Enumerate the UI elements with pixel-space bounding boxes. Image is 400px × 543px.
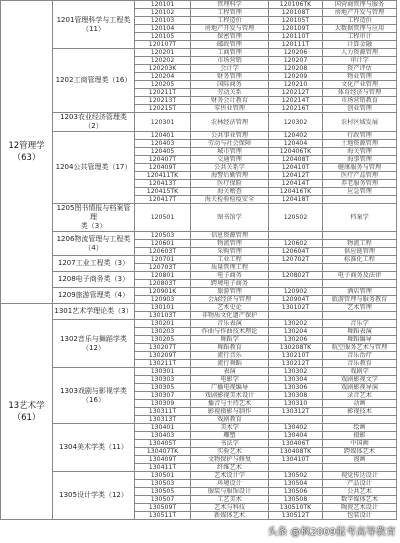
subcategory-cell: 1207工业工程类（3） <box>53 256 135 272</box>
major-code-cell: 130307 <box>135 392 191 400</box>
major-code-cell: 120802T <box>269 272 323 280</box>
major-code-cell: 120601 <box>135 240 191 248</box>
major-name-cell: 旅游管理与服务教育 <box>323 296 397 304</box>
major-name-cell: 音乐表演 <box>191 320 269 328</box>
major-code-cell: 130211T <box>135 360 191 368</box>
major-name-cell: 绘画 <box>323 424 397 432</box>
major-code-cell: 120501 <box>135 204 191 232</box>
major-code-cell: 130505 <box>135 488 191 496</box>
major-name-cell: 漫画 <box>323 456 397 464</box>
major-name-cell: 电子商务 <box>191 272 269 280</box>
major-code-cell: 130101 <box>135 304 191 312</box>
major-name-cell: 创业管理 <box>323 105 397 113</box>
major-name-cell: 新媒体艺术 <box>191 512 269 520</box>
major-code-cell: 130502 <box>269 472 323 480</box>
major-code-cell: 120402 <box>269 132 323 140</box>
major-name-cell: 养老服务管理 <box>323 180 397 188</box>
major-code-cell: 120105T <box>269 17 323 25</box>
major-code-cell: 120403 <box>135 140 191 148</box>
major-name-cell: 电影学 <box>191 376 269 384</box>
major-name-cell: 审计学 <box>323 57 397 65</box>
major-name-cell: 跨境电子商务 <box>191 280 269 288</box>
major-code-cell: 120102 <box>135 9 191 17</box>
major-code-cell: 120106TK <box>269 1 323 9</box>
major-name-cell: 工程造价 <box>323 17 397 25</box>
major-name-cell: 音乐学 <box>323 320 397 328</box>
table-row <box>1 288 397 296</box>
major-name-cell <box>323 232 397 240</box>
subcategory-cell: 1202工商管理类（16） <box>53 49 135 113</box>
major-name-cell: 零售业管理 <box>191 105 269 113</box>
table-row <box>1 204 397 232</box>
table-row <box>1 256 397 264</box>
major-code-cell <box>269 232 323 240</box>
major-name-cell: 体育经济与管理 <box>323 89 397 97</box>
major-name-cell: 供应链管理 <box>323 248 397 256</box>
table-row <box>1 320 397 328</box>
major-name-cell: 医疗保险 <box>191 180 269 188</box>
major-name-cell: 房地产开发与管理 <box>323 9 397 17</box>
major-name-cell: 行政管理 <box>323 132 397 140</box>
major-code-cell: 120407T <box>135 156 191 164</box>
major-name-cell <box>323 280 397 288</box>
major-code-cell: 120903 <box>135 296 191 304</box>
major-name-cell: 旅游管理 <box>191 288 269 296</box>
major-code-cell: 120410T <box>269 164 323 172</box>
major-name-cell: 流行音乐 <box>191 352 269 360</box>
subcategory-cell: 1303戏剧与影视学类 （16） <box>53 368 135 424</box>
major-code-cell: 120603T <box>135 248 191 256</box>
major-name-cell: 录音艺术 <box>323 392 397 400</box>
major-name-cell: 劳动关系 <box>191 89 269 97</box>
major-code-cell <box>269 312 323 320</box>
major-code-cell <box>269 416 323 424</box>
major-name-cell: 舞蹈教育 <box>191 344 269 352</box>
table-row <box>1 1 397 9</box>
major-name-cell: 农村区域发展 <box>323 113 397 132</box>
major-code-cell: 130103T <box>135 312 191 320</box>
major-code-cell: 120408T <box>269 156 323 164</box>
major-code-cell: 120212T <box>269 89 323 97</box>
major-code-cell: 130507 <box>135 496 191 504</box>
subcategory-cell: 1301艺术学理论类（3） <box>53 304 135 320</box>
major-code-cell: 130411T <box>135 464 191 472</box>
major-name-cell: 中国画 <box>323 440 397 448</box>
major-name-cell: 雕塑 <box>191 432 269 440</box>
major-code-cell: 120205 <box>135 81 191 89</box>
major-code-cell: 120201 <box>135 49 191 57</box>
major-code-cell: 130312T <box>269 408 323 416</box>
major-name-cell: 采购管理 <box>191 248 269 256</box>
major-code-cell: 120405 <box>135 148 191 156</box>
major-name-cell: 纤维艺术 <box>191 464 269 472</box>
major-name-cell <box>323 464 397 472</box>
major-name-cell: 物业管理 <box>323 73 397 81</box>
major-name-cell: 海警后勤管理 <box>191 172 269 180</box>
major-code-cell: 120215T <box>135 105 191 113</box>
major-name-cell: 书法学 <box>191 440 269 448</box>
major-name-cell: 舞蹈表演 <box>323 328 397 336</box>
major-name-cell: 服装与服饰设计 <box>191 488 269 496</box>
subcategory-cell: 1304美术学类（11） <box>53 424 135 472</box>
major-name-cell: 国际商务 <box>191 81 269 89</box>
major-code-cell: 120703T <box>135 264 191 272</box>
subcategory-cell: 1305设计学类（12） <box>53 472 135 520</box>
major-name-cell: 资产评估 <box>323 65 397 73</box>
major-code-cell: 130409T <box>135 456 191 464</box>
major-code-cell: 130401 <box>135 424 191 432</box>
major-code-cell: 120209 <box>269 73 323 81</box>
major-code-cell: 120401 <box>135 132 191 140</box>
major-name-cell: 数字媒体艺术 <box>323 496 397 504</box>
major-code-cell: 130206 <box>269 336 323 344</box>
major-name-cell: 房地产开发与管理 <box>191 25 269 33</box>
major-code-cell: 130305 <box>135 384 191 392</box>
major-name-cell: 工程造价 <box>191 17 269 25</box>
major-code-cell: 120202 <box>135 57 191 65</box>
major-code-cell: 130309 <box>135 400 191 408</box>
subcategory-cell: 1302音乐与舞蹈学类 （12） <box>53 320 135 368</box>
major-code-cell: 130203 <box>135 328 191 336</box>
major-code-cell: 130102T <box>269 304 323 312</box>
major-name-cell: 影视摄影与制作 <box>191 408 269 416</box>
major-code-cell: 120206 <box>269 49 323 57</box>
major-name-cell: 环境设计 <box>191 480 269 488</box>
major-code-cell: 120108T <box>269 9 323 17</box>
major-name-cell: 大数据管理与应用 <box>323 25 397 33</box>
major-name-cell: 包装设计 <box>323 512 397 520</box>
major-code-cell: 130301 <box>135 368 191 376</box>
major-name-cell: 音乐教育 <box>323 360 397 368</box>
major-code-cell: 130403 <box>135 432 191 440</box>
major-name-cell: 财务会计教育 <box>191 97 269 105</box>
major-name-cell: 影视技术 <box>323 408 397 416</box>
major-name-cell: 艺术与科技 <box>191 504 269 512</box>
major-code-cell: 120406TK <box>269 148 323 156</box>
table-row <box>1 304 397 312</box>
major-code-cell: 120203K <box>135 65 191 73</box>
major-code-cell <box>269 264 323 272</box>
major-name-cell: 戏剧影视文学 <box>323 376 397 384</box>
major-name-cell: 动画 <box>323 400 397 408</box>
major-code-cell: 130510TK <box>269 504 323 512</box>
major-code-cell: 130202 <box>269 320 323 328</box>
major-code-cell: 120901K <box>135 288 191 296</box>
subcategory-cell: 1206物流管理与工程类 （4） <box>53 232 135 256</box>
major-code-cell: 130207T <box>135 344 191 352</box>
major-name-cell: 土地资源管理 <box>323 140 397 148</box>
major-code-cell: 120109T <box>269 25 323 33</box>
major-code-cell: 120411TK <box>135 172 191 180</box>
major-code-cell: 130310 <box>269 400 323 408</box>
major-name-cell: 非物质文化遗产保护 <box>191 312 269 320</box>
major-code-cell: 120602 <box>269 240 323 248</box>
major-code-cell: 120414T <box>269 180 323 188</box>
major-name-cell: 邮政管理 <box>191 41 269 49</box>
major-name-cell: 信息资源管理 <box>191 232 269 240</box>
subcategory-cell: 1204公共管理类（17） <box>53 132 135 204</box>
major-code-cell: 120413T <box>135 180 191 188</box>
major-name-cell: 海关管理 <box>323 148 397 156</box>
major-code-cell: 130304 <box>269 376 323 384</box>
major-name-cell: 美术学 <box>191 424 269 432</box>
major-name-cell: 农林经济管理 <box>191 113 269 132</box>
major-name-cell: 健康服务与管理 <box>323 164 397 172</box>
major-code-cell: 120208 <box>269 65 323 73</box>
major-code-cell: 120216T <box>269 105 323 113</box>
major-code-cell: 130404 <box>269 432 323 440</box>
major-code-cell: 130509T <box>135 504 191 512</box>
major-name-cell: 电子商务及法律 <box>323 272 397 280</box>
major-name-cell: 文物保护与修复 <box>191 456 269 464</box>
major-code-cell: 120214T <box>269 97 323 105</box>
major-code-cell: 120902 <box>269 288 323 296</box>
table-row <box>1 113 397 132</box>
major-name-cell: 艺术管理 <box>323 304 397 312</box>
major-name-cell: 舞蹈编导 <box>323 336 397 344</box>
major-name-cell: 艺术设计学 <box>191 472 269 480</box>
major-code-cell: 130212T <box>269 360 323 368</box>
major-code-cell: 120204 <box>135 73 191 81</box>
major-name-cell: 工程审计 <box>323 33 397 41</box>
major-name-cell: 管理科学 <box>191 1 269 9</box>
major-code-cell: 120302 <box>269 113 323 132</box>
major-name-cell: 保密管理 <box>191 33 269 41</box>
table-row <box>1 232 397 240</box>
table-row <box>1 272 397 280</box>
subcategory-cell: 1203农业经济管理类 （2） <box>53 113 135 132</box>
major-name-cell: 舞蹈学 <box>191 336 269 344</box>
major-code-cell: 130501 <box>135 472 191 480</box>
major-code-cell: 130303 <box>135 376 191 384</box>
major-code-cell: 120702T <box>269 256 323 264</box>
major-name-cell: 海关检验检疫安全 <box>191 196 269 204</box>
major-code-cell: 120101 <box>135 1 191 9</box>
major-name-cell: 戏剧学 <box>323 368 397 376</box>
subcategory-cell: 1205图书情报与档案管理 类（3） <box>53 204 135 232</box>
major-name-cell: 市场营销 <box>191 57 269 65</box>
major-code-cell: 130405T <box>135 440 191 448</box>
major-name-cell: 戏剧教育 <box>191 416 269 424</box>
major-name-cell: 会计学 <box>191 65 269 73</box>
table-row <box>1 424 397 432</box>
major-code-cell: 120105 <box>135 33 191 41</box>
major-name-cell: 陶瓷艺术设计 <box>323 504 397 512</box>
major-name-cell: 物流管理 <box>191 240 269 248</box>
major-name-cell: 会展经济与管理 <box>191 296 269 304</box>
major-code-cell: 130313T <box>135 416 191 424</box>
category-cell: 13艺术学 （61） <box>1 304 53 520</box>
major-code-cell: 120412T <box>269 172 323 180</box>
major-code-cell: 130205 <box>135 336 191 344</box>
major-name-cell: 视觉传达设计 <box>323 472 397 480</box>
major-name-cell: 戏剧影视美术设计 <box>191 392 269 400</box>
major-name-cell: 公共事业管理 <box>191 132 269 140</box>
major-code-cell: 120207 <box>269 57 323 65</box>
major-name-cell: 档案学 <box>323 204 397 232</box>
major-name-cell: 市场营销教育 <box>323 97 397 105</box>
major-code-cell: 130406T <box>269 440 323 448</box>
major-code-cell: 120904T <box>269 296 323 304</box>
major-code-cell: 130408TK <box>269 448 323 456</box>
major-code-cell: 130506 <box>269 488 323 496</box>
major-name-cell: 应急管理 <box>323 188 397 196</box>
major-code-cell: 130306 <box>269 384 323 392</box>
major-name-cell: 表演 <box>191 368 269 376</box>
major-name-cell: 艺术史论 <box>191 304 269 312</box>
major-code-cell: 120104 <box>135 25 191 33</box>
major-code-cell: 130210T <box>269 352 323 360</box>
major-name-cell: 播音与主持艺术 <box>191 400 269 408</box>
major-name-cell: 工业工程 <box>191 256 269 264</box>
major-name-cell: 质量管理工程 <box>191 264 269 272</box>
major-name-cell: 文化产业管理 <box>323 81 397 89</box>
major-name-cell: 城市管理 <box>191 148 269 156</box>
major-code-cell: 130504 <box>269 480 323 488</box>
table-row <box>1 49 397 57</box>
table-row <box>1 368 397 376</box>
subcategory-cell: 1208电子商务类（3） <box>53 272 135 288</box>
major-code-cell: 130503 <box>135 480 191 488</box>
table-row <box>1 472 397 480</box>
major-code-cell: 120404 <box>269 140 323 148</box>
major-name-cell: 海事管理 <box>323 156 397 164</box>
major-code-cell: 120110T <box>269 33 323 41</box>
major-code-cell: 130511T <box>135 512 191 520</box>
major-name-cell: 实验艺术 <box>191 448 269 456</box>
major-name-cell: 交通管理 <box>191 156 269 164</box>
major-name-cell <box>323 312 397 320</box>
major-name-cell: 酒店管理 <box>323 288 397 296</box>
major-name-cell: 计算金融 <box>323 41 397 49</box>
major-code-cell <box>269 280 323 288</box>
major-name-cell: 图书馆学 <box>191 204 269 232</box>
major-code-cell: 130209T <box>135 352 191 360</box>
major-code-cell: 120107T <box>135 41 191 49</box>
major-code-cell: 130302 <box>269 368 323 376</box>
major-code-cell: 120409T <box>135 164 191 172</box>
major-name-cell: 劳动与社会保障 <box>191 140 269 148</box>
major-name-cell: 跨媒体艺术 <box>323 448 397 456</box>
major-name-cell: 音乐治疗 <box>323 352 397 360</box>
major-code-cell: 130508 <box>269 496 323 504</box>
major-code-cell: 120415TK <box>135 188 191 196</box>
major-code-cell: 120801 <box>135 272 191 280</box>
major-name-cell: 工商管理 <box>191 49 269 57</box>
table-row <box>1 132 397 140</box>
subcategory-cell: 1209旅游管理类（4） <box>53 288 135 304</box>
major-code-cell: 120502 <box>269 204 323 232</box>
major-code-cell: 120701 <box>135 256 191 264</box>
major-code-cell: 130410T <box>269 456 323 464</box>
major-code-cell: 120103 <box>135 17 191 25</box>
major-name-cell: 人力资源管理 <box>323 49 397 57</box>
major-code-cell: 120417T <box>135 196 191 204</box>
major-name-cell: 摄影 <box>323 432 397 440</box>
major-code-cell: 120416TK <box>269 188 323 196</box>
major-name-cell: 工程管理 <box>191 9 269 17</box>
major-code-cell: 120418T <box>269 196 323 204</box>
major-name-cell: 流行舞蹈 <box>191 360 269 368</box>
major-name-cell: 广播电视编导 <box>191 384 269 392</box>
major-code-cell: 130308 <box>269 392 323 400</box>
major-name-cell <box>323 416 397 424</box>
major-name-cell <box>323 196 397 204</box>
major-code-cell: 120111T <box>269 41 323 49</box>
major-code-cell: 120301 <box>135 113 191 132</box>
major-name-cell: 工艺美术 <box>191 496 269 504</box>
major-name-cell: 医疗产品管理 <box>323 172 397 180</box>
major-code-cell: 120803T <box>135 280 191 288</box>
major-code-cell: 130402 <box>269 424 323 432</box>
watermark-text: 头条 @枫2009报考高等教育 <box>267 527 396 538</box>
major-name-cell: 海关稽查 <box>191 188 269 196</box>
major-name-cell: 物流工程 <box>323 240 397 248</box>
major-name-cell: 航空服务艺术与管理 <box>323 344 397 352</box>
category-cell: 12管理学 （63） <box>1 1 53 304</box>
major-code-cell: 130208TK <box>269 344 323 352</box>
major-code-cell: 120211T <box>135 89 191 97</box>
major-code-cell: 120503 <box>135 232 191 240</box>
major-name-cell: 戏剧影视导演 <box>323 384 397 392</box>
subcategory-cell: 1201管理科学与工程类 （11） <box>53 1 135 49</box>
major-code-cell: 130201 <box>135 320 191 328</box>
major-name-cell: 产品设计 <box>323 480 397 488</box>
major-name-cell: 公共艺术 <box>323 488 397 496</box>
major-code-cell: 130204 <box>269 328 323 336</box>
major-name-cell: 财务管理 <box>191 73 269 81</box>
major-name-cell: 作曲与作曲技术理论 <box>191 328 269 336</box>
major-code-cell: 120213T <box>135 97 191 105</box>
major-code-cell: 130311T <box>135 408 191 416</box>
major-code-cell: 120210 <box>269 81 323 89</box>
major-name-cell: 公共关系学 <box>191 164 269 172</box>
major-code-cell: 130407TK <box>135 448 191 456</box>
major-code-cell <box>269 464 323 472</box>
major-code-cell: 130512T <box>269 512 323 520</box>
major-name-cell <box>323 264 397 272</box>
major-code-cell: 120604T <box>269 248 323 256</box>
major-name-cell: 标准化工程 <box>323 256 397 264</box>
major-name-cell: 国营商管理与服务 <box>323 1 397 9</box>
